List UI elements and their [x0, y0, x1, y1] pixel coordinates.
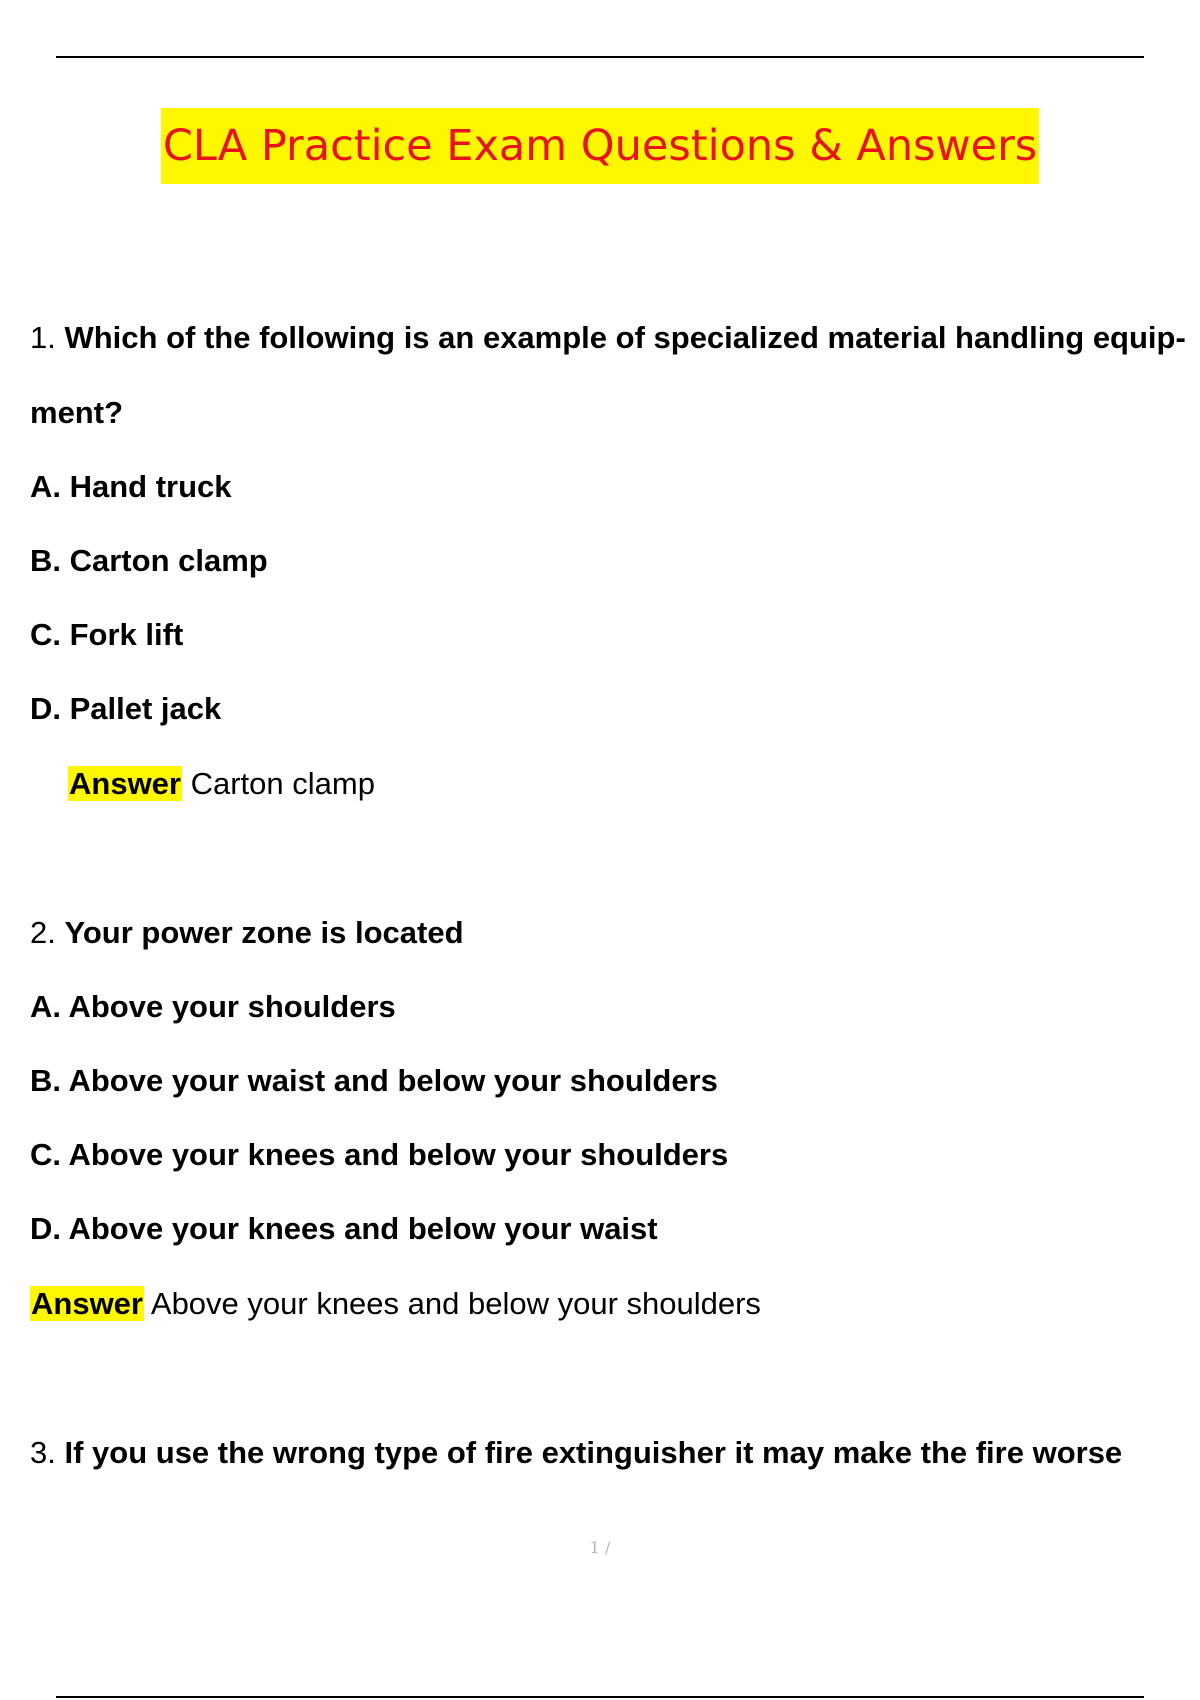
- question-1-line-2: ment?: [30, 395, 123, 430]
- question-number: 3.: [30, 1435, 56, 1470]
- question-2-line-1: [30, 913, 464, 953]
- question-text: Your power zone is located: [64, 915, 464, 950]
- bottom-divider: [56, 1696, 1144, 1698]
- answer-text: Carton clamp: [190, 766, 375, 801]
- title-container: [0, 108, 1200, 184]
- question-text: If you use the wrong type of fire extinguisher it may make the fire worse: [64, 1435, 1123, 1470]
- top-divider: [56, 56, 1144, 58]
- question-3-line-1: [30, 1433, 1122, 1473]
- question-2-answer: [30, 1284, 761, 1324]
- question-1-option-a: A. Hand truck: [30, 469, 232, 504]
- answer-label: Answer: [69, 766, 181, 801]
- document-title: CLA Practice Exam Questions & Answers: [161, 108, 1039, 184]
- question-2-option-c: C. Above your knees and below your shoulders: [30, 1137, 729, 1172]
- question-text: Which of the following is an example of specialized material handling equip-: [64, 320, 1186, 355]
- answer-label: Answer: [31, 1286, 143, 1321]
- question-1-line-1: [30, 318, 1186, 358]
- page-number: 1 /: [589, 1538, 611, 1557]
- question-2-option-a: A. Above your shoulders: [30, 989, 396, 1024]
- question-1-option-c: C. Fork lift: [30, 617, 184, 652]
- question-2-option-b: B. Above your waist and below your shoulders: [30, 1063, 718, 1098]
- answer-text: Above your knees and below your shoulders: [150, 1286, 761, 1321]
- question-number: 2.: [30, 915, 56, 950]
- question-1-option-d: D. Pallet jack: [30, 691, 222, 726]
- question-1-answer: [68, 764, 375, 804]
- question-2-option-d: D. Above your knees and below your waist: [30, 1211, 658, 1246]
- question-1-option-b: B. Carton clamp: [30, 543, 268, 578]
- question-number: 1.: [30, 320, 56, 355]
